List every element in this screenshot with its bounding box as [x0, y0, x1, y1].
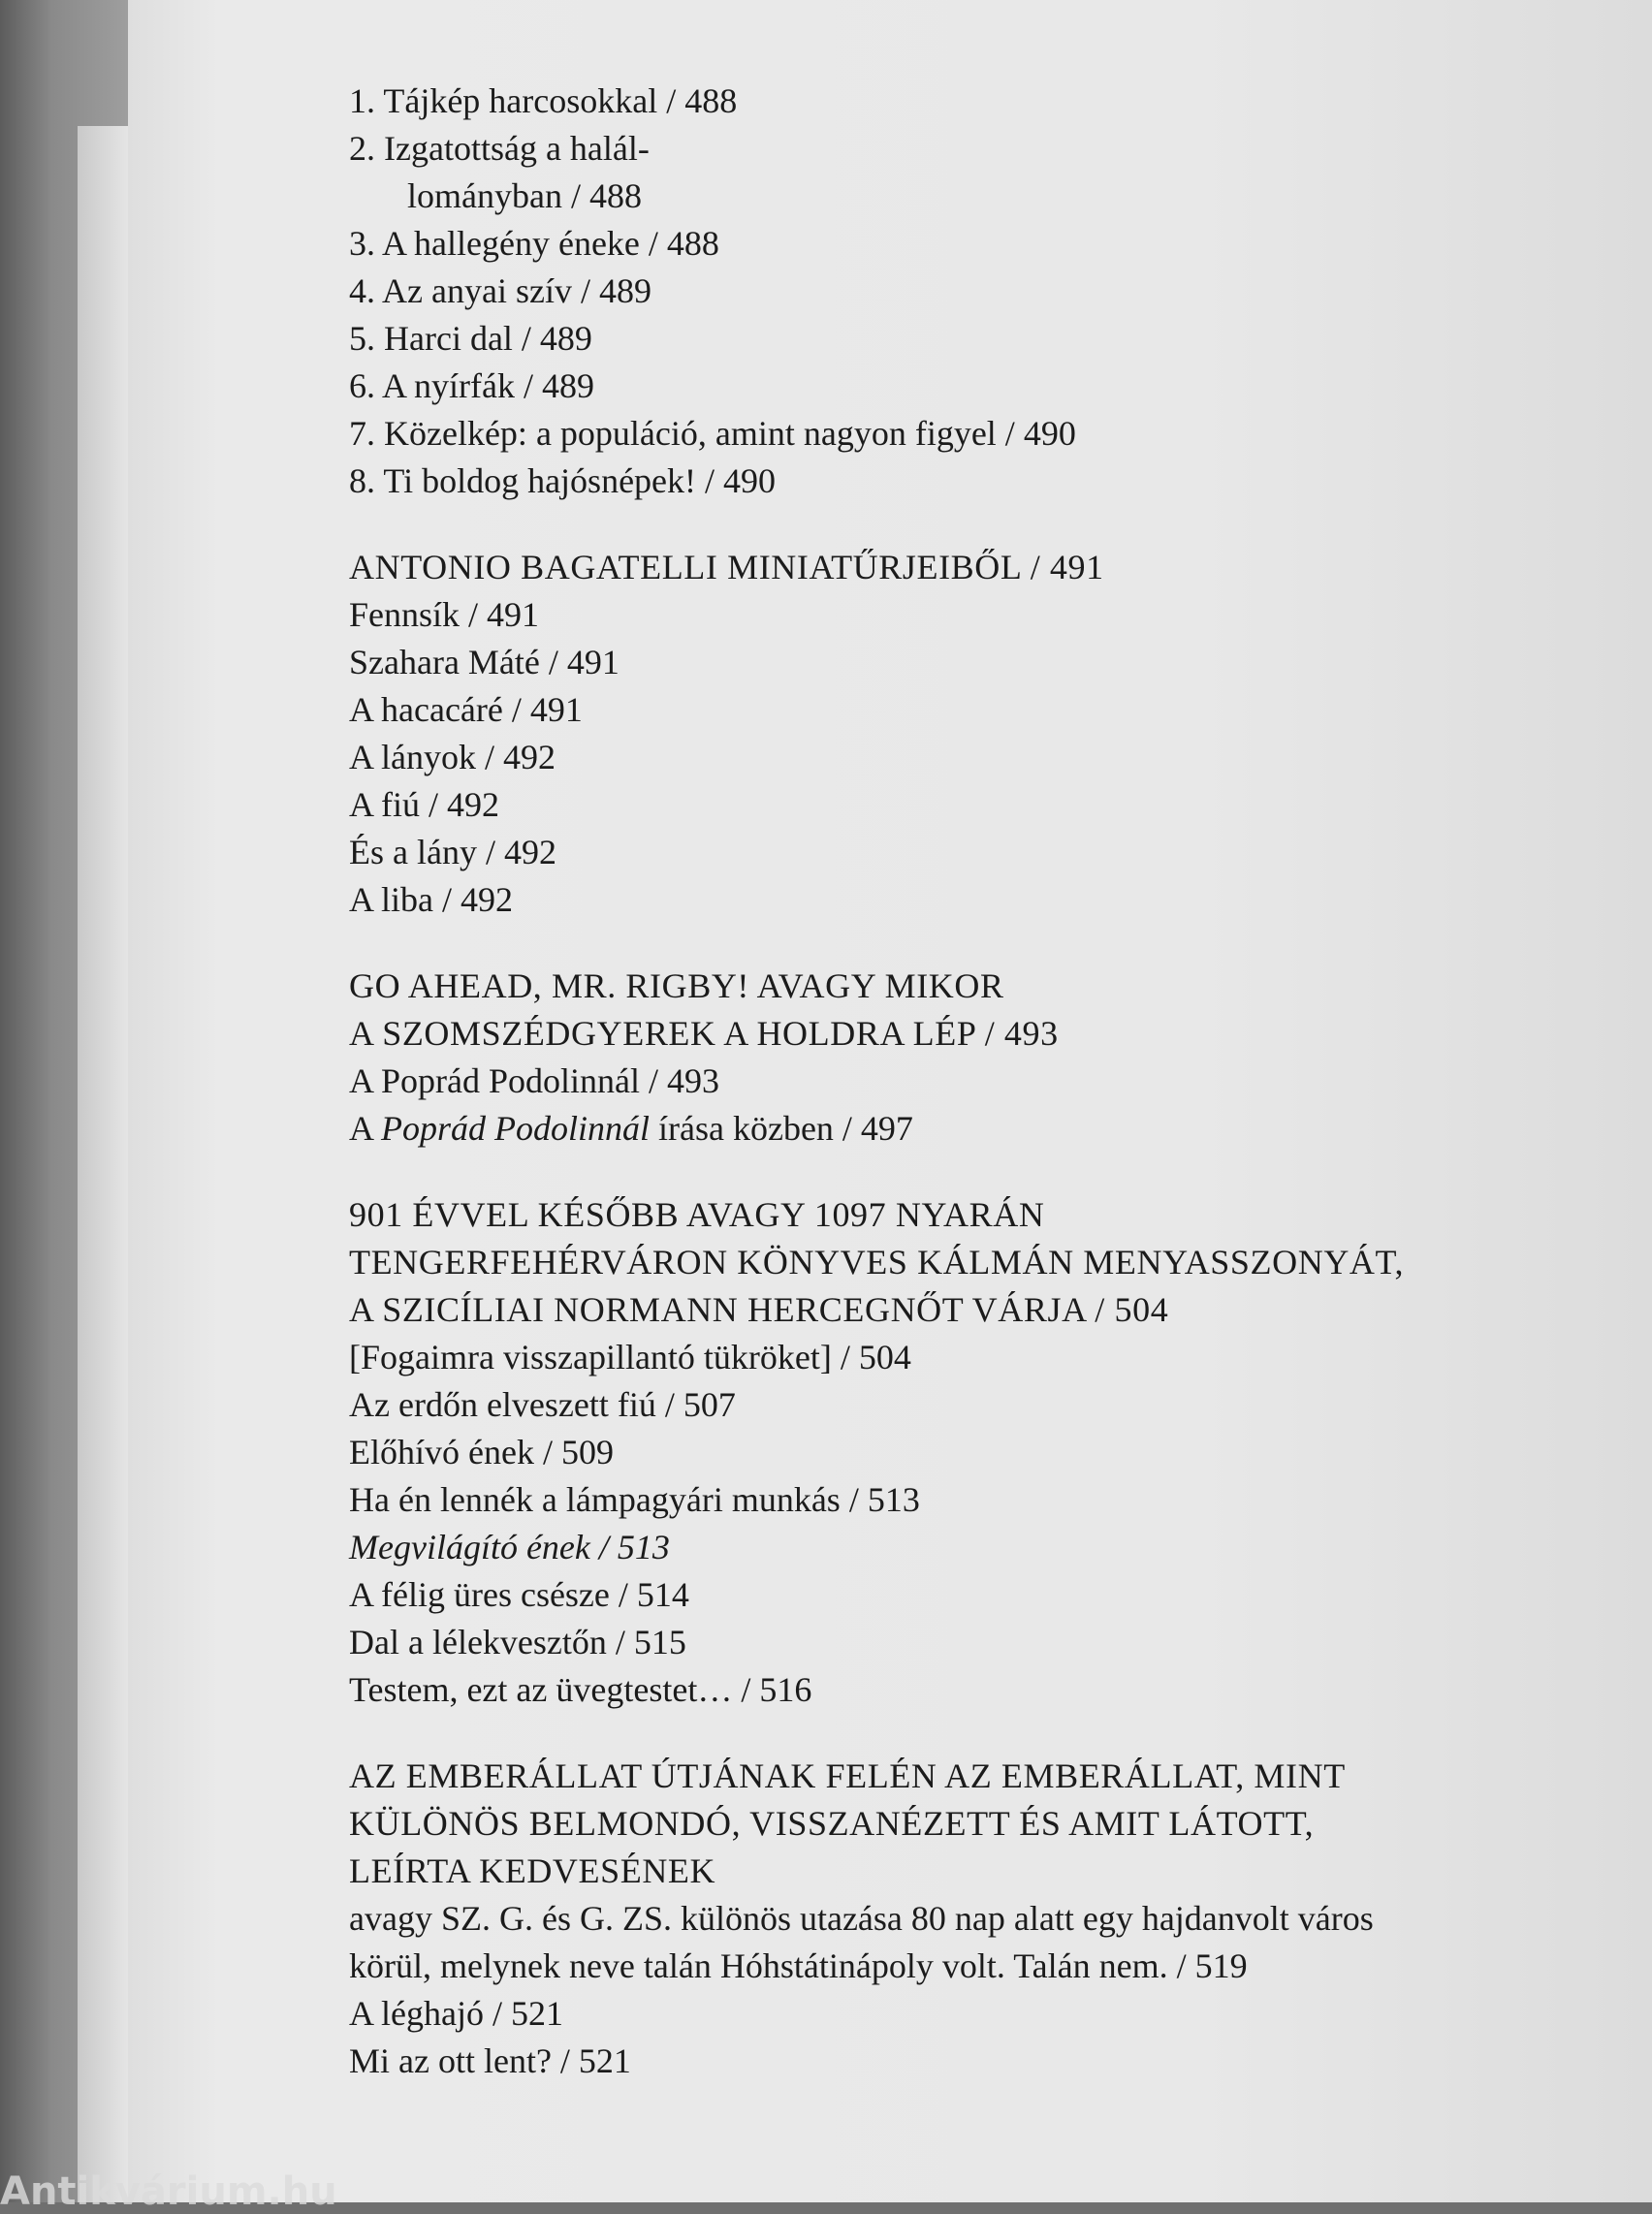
under-page-edge	[78, 126, 136, 2202]
toc-entry: A félig üres csésze / 514	[349, 1575, 689, 1614]
toc-entry: [Fogaimra visszapillantó tükröket] / 504	[349, 1338, 911, 1376]
italic-title: Poprád Podolinnál	[381, 1109, 651, 1148]
section-subtitle: avagy SZ. G. és G. ZS. különös utazása 80 nap alatt egy hajdanvolt város	[349, 1899, 1374, 1938]
toc-entry: Ha én lennék a lámpagyári munkás / 513	[349, 1480, 920, 1519]
toc-entry: Testem, ezt az üvegtestet… / 516	[349, 1670, 812, 1709]
toc-section-2	[349, 544, 1561, 924]
toc-entry: 3. A hallegény éneke / 488	[349, 224, 719, 263]
toc-section-1	[349, 78, 1561, 505]
toc-entry: Mi az ott lent? / 521	[349, 2041, 631, 2080]
toc-entry: 7. Közelkép: a populáció, amint nagyon figyel / 490	[349, 414, 1076, 453]
toc-entry: 4. Az anyai szív / 489	[349, 271, 651, 310]
toc-entry: 5. Harci dal / 489	[349, 319, 592, 358]
toc-entry: Szahara Máté / 491	[349, 643, 620, 681]
toc-entry: A lányok / 492	[349, 738, 556, 776]
toc-entry: A Poprád Podolinnál / 493	[349, 1061, 720, 1100]
section-heading: ANTONIO BAGATELLI MINIATŰRJEIBŐL / 491	[349, 548, 1104, 586]
section-subtitle: körül, melynek neve talán Hóhstátinápoly volt. Talán nem. / 519	[349, 1946, 1248, 1985]
entry-suffix: írása közben / 497	[650, 1109, 913, 1148]
toc-entry-italic: Megvilágító ének / 513	[349, 1528, 670, 1566]
table-of-contents	[349, 78, 1561, 2085]
toc-entry: És a lány / 492	[349, 833, 556, 871]
toc-entry: Előhívó ének / 509	[349, 1433, 614, 1471]
toc-entry: 2. Izgatottság a halál-	[349, 129, 650, 168]
section-heading: AZ EMBERÁLLAT ÚTJÁNAK FELÉN AZ EMBERÁLLAT, MINT	[349, 1756, 1346, 1795]
toc-entry: 1. Tájkép harcosokkal / 488	[349, 81, 738, 120]
section-heading: A SZOMSZÉDGYEREK A HOLDRA LÉP / 493	[349, 1014, 1059, 1053]
toc-entry: Az erdőn elveszett fiú / 507	[349, 1385, 736, 1424]
toc-section-3	[349, 963, 1561, 1153]
section-heading: KÜLÖNÖS BELMONDÓ, VISSZANÉZETT ÉS AMIT LÁTOTT,	[349, 1804, 1315, 1843]
section-heading: A SZICÍLIAI NORMANN HERCEGNŐT VÁRJA / 504	[349, 1290, 1169, 1329]
toc-entry-continuation: lományban / 488	[407, 176, 642, 215]
toc-entry: A hacacáré / 491	[349, 690, 583, 729]
toc-entry: A liba / 492	[349, 880, 513, 919]
toc-section-4	[349, 1191, 1561, 1714]
toc-entry: Fennsík / 491	[349, 595, 540, 634]
entry-prefix: A	[349, 1109, 382, 1148]
section-heading: 901 ÉVVEL KÉSŐBB AVAGY 1097 NYARÁN	[349, 1195, 1045, 1234]
toc-section-5	[349, 1753, 1561, 2085]
toc-entry: 6. A nyírfák / 489	[349, 366, 594, 405]
section-heading: GO AHEAD, MR. RIGBY! AVAGY MIKOR	[349, 966, 1004, 1005]
section-heading: TENGERFEHÉRVÁRON KÖNYVES KÁLMÁN MENYASSZONYÁT,	[349, 1243, 1405, 1281]
watermark: Antikvárium.hu	[0, 2169, 337, 2214]
section-heading: LEÍRTA KEDVESÉNEK	[349, 1851, 716, 1890]
toc-entry: Dal a lélekvesztőn / 515	[349, 1623, 686, 1661]
toc-entry: A léghajó / 521	[349, 1994, 563, 2033]
toc-entry: 8. Ti boldog hajósnépek! / 490	[349, 461, 777, 500]
toc-entry	[349, 1105, 1561, 1153]
toc-entry: A fiú / 492	[349, 785, 500, 824]
